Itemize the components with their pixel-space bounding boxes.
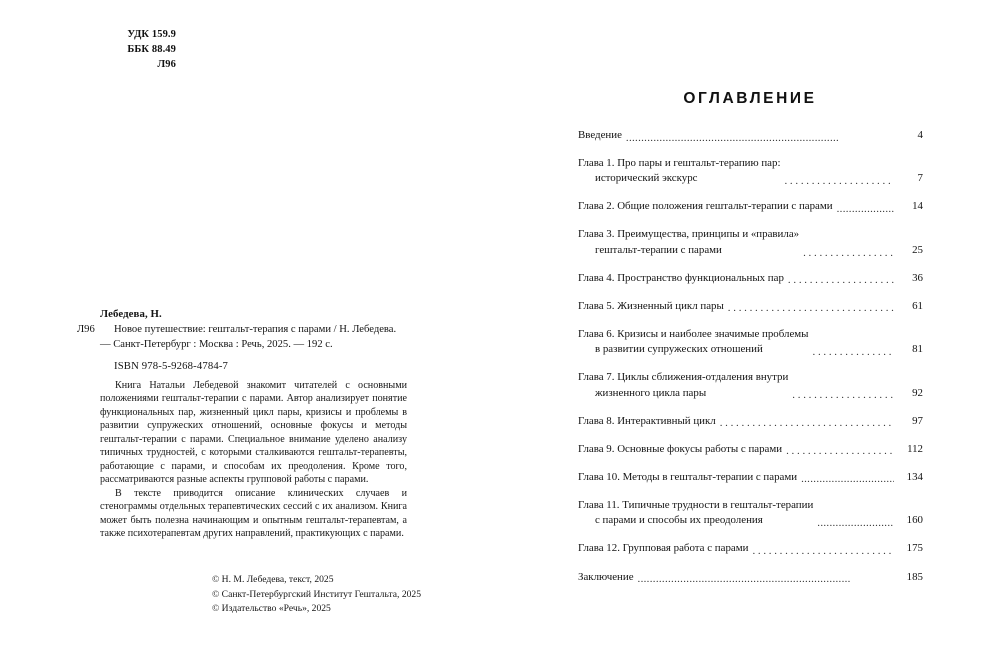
toc-entry-page: 134	[906, 470, 923, 483]
toc-entry-chapter-4[interactable]	[578, 271, 923, 286]
toc-leader-dots	[817, 518, 894, 529]
toc-entry-page: 160	[906, 514, 923, 527]
toc-entry-label: Глава 4. Пространство функциональных пар	[578, 271, 784, 284]
toc-entry-page: 4	[917, 129, 923, 141]
toc-list	[578, 128, 923, 598]
copyright-line-institute: © Санкт-Петербургский Институт Гештальта, 2025	[212, 588, 422, 600]
toc-entry-label	[578, 156, 780, 187]
toc-entry-page: 97	[912, 414, 923, 427]
toc-leader-dots	[792, 390, 894, 401]
library-classification-block	[66, 28, 176, 73]
toc-leader-dots	[837, 204, 894, 215]
copyright-block	[212, 573, 421, 617]
toc-entry-label-line2: исторический экскурс	[595, 172, 698, 185]
toc-entry-conclusion[interactable]	[578, 570, 923, 585]
toc-entry-chapter-1[interactable]	[578, 156, 923, 187]
toc-entry-page: 112	[907, 442, 923, 455]
toc-leader-dots	[788, 276, 894, 287]
author-sign: Л96	[157, 58, 176, 70]
copyright-line-publisher: © Издательство «Речь», 2025	[212, 603, 331, 615]
toc-entry-label-line1: Глава 3. Преимущества, принципы и «правила»	[578, 228, 800, 241]
toc-leader-dots	[752, 546, 894, 557]
toc-entry-label: Глава 8. Интерактивный цикл	[578, 414, 716, 427]
table-of-contents-page	[500, 0, 1000, 667]
toc-entry-page: 81	[912, 343, 923, 356]
toc-entry-label-line1: Глава 1. Про пары и гештальт-терапию пар:	[578, 156, 781, 169]
toc-entry-page: 25	[912, 243, 923, 256]
page-title: ОГЛАВЛЕНИЕ	[683, 90, 817, 107]
toc-entry-chapter-6[interactable]	[578, 327, 923, 358]
annotation-block	[100, 379, 407, 541]
toc-entry-label: Глава 10. Методы в гештальт-терапии с парами	[578, 470, 798, 483]
toc-entry-label	[578, 327, 809, 358]
toc-leader-dots	[803, 248, 894, 259]
toc-entry-label-line1: Глава 11. Типичные трудности в гештальт-терапии	[578, 498, 814, 511]
toc-leader-dots	[638, 574, 894, 585]
toc-entry-chapter-5[interactable]	[578, 299, 923, 314]
toc-entry-chapter-7[interactable]	[578, 370, 923, 401]
toc-entry-label-line2: в развитии супружеских отношений	[595, 343, 763, 356]
biblio-author-heading: Лебедева, Н.	[100, 308, 162, 320]
toc-entry-introduction[interactable]	[578, 128, 923, 143]
copyright-line-author: © Н. М. Лебедева, текст, 2025	[212, 574, 334, 585]
toc-entry-label-line1: Глава 7. Циклы сближения-отдаления внутри	[578, 371, 789, 384]
bibliographic-record	[77, 307, 407, 374]
toc-entry-chapter-9[interactable]	[578, 442, 923, 457]
biblio-entry	[77, 323, 407, 352]
udc-code: УДК 159.9	[127, 29, 176, 40]
bbk-code: ББК 88.49	[127, 43, 176, 55]
toc-leader-dots	[784, 176, 894, 187]
toc-entry-page: 7	[917, 172, 923, 185]
toc-entry-label-line2: гештальт-терапии с парами	[595, 243, 722, 256]
biblio-shelf-mark: Л96	[77, 323, 95, 335]
toc-entry-label: Заключение	[578, 570, 634, 583]
toc-entry-label	[578, 370, 788, 401]
annotation-paragraph-1: Книга Натальи Лебедевой знакомит читателей с основными положениями гештальт-терапии с парами. Автор анализирует понятие функциональных пар, жизненный цикл пары, кризисы и проблемы в развитии супружеских отношений, основные фокусы и методы гештальт-терапии с парами. Специальное внимание уделено анализу типичных трудностей, с которыми сталкиваются гештальт-терапевты, работающие с парами, и способам их преодоления. Кроме того, рассматриваются разные аспекты групповой работы с парами.	[100, 380, 407, 486]
toc-entry-label	[578, 227, 799, 258]
toc-entry-page: 14	[912, 200, 923, 213]
toc-entry-page: 61	[912, 299, 923, 312]
isbn-line: ISBN 978-5-9268-4784-7	[114, 360, 229, 373]
toc-leader-dots	[626, 133, 894, 144]
toc-entry-label-line2: жизненного цикла пары	[595, 386, 707, 399]
toc-entry-chapter-8[interactable]	[578, 414, 923, 429]
toc-leader-dots	[728, 303, 894, 314]
toc-entry-label: Глава 5. Жизненный цикл пары	[578, 299, 724, 312]
toc-entry-label	[578, 498, 813, 529]
toc-leader-dots	[720, 418, 894, 429]
toc-entry-page: 36	[912, 271, 923, 284]
toc-entry-label: Введение	[578, 129, 622, 141]
toc-entry-chapter-3[interactable]	[578, 227, 923, 258]
toc-entry-label-line2: с парами и способы их преодоления	[595, 514, 763, 527]
toc-entry-label: Глава 12. Групповая работа с парами	[578, 542, 749, 555]
toc-entry-chapter-10[interactable]	[578, 470, 923, 485]
toc-entry-label: Глава 2. Общие положения гештальт-терапии с парами	[578, 200, 833, 213]
toc-entry-page: 92	[912, 386, 923, 399]
annotation-paragraph-2: В тексте приводится описание клинических случаев и стенограммы отдельных терапевтических сессий с их анализом. Книга может быть полезна начинающим и опытным гештальт-терапевтам, а также психотерапевтам других направлений, практикующих с парами.	[100, 487, 407, 540]
toc-entry-chapter-11[interactable]	[578, 498, 923, 529]
toc-leader-dots	[786, 446, 894, 457]
toc-entry-page: 185	[906, 570, 923, 583]
toc-entry-label: Глава 9. Основные фокусы работы с парами	[578, 442, 783, 455]
toc-entry-chapter-12[interactable]	[578, 541, 923, 556]
toc-leader-dots	[801, 474, 894, 485]
toc-leader-dots	[813, 347, 894, 358]
toc-entry-label-line1: Глава 6. Кризисы и наиболее значимые проблемы	[578, 327, 809, 340]
toc-entry-page: 175	[906, 542, 923, 555]
toc-entry-chapter-2[interactable]	[578, 199, 923, 214]
biblio-description: Новое путешествие: гештальт-терапия с парами / Н. Лебедева. — Санкт-Петербург : Москва : Речь, 2025. — 192 с.	[100, 323, 397, 350]
